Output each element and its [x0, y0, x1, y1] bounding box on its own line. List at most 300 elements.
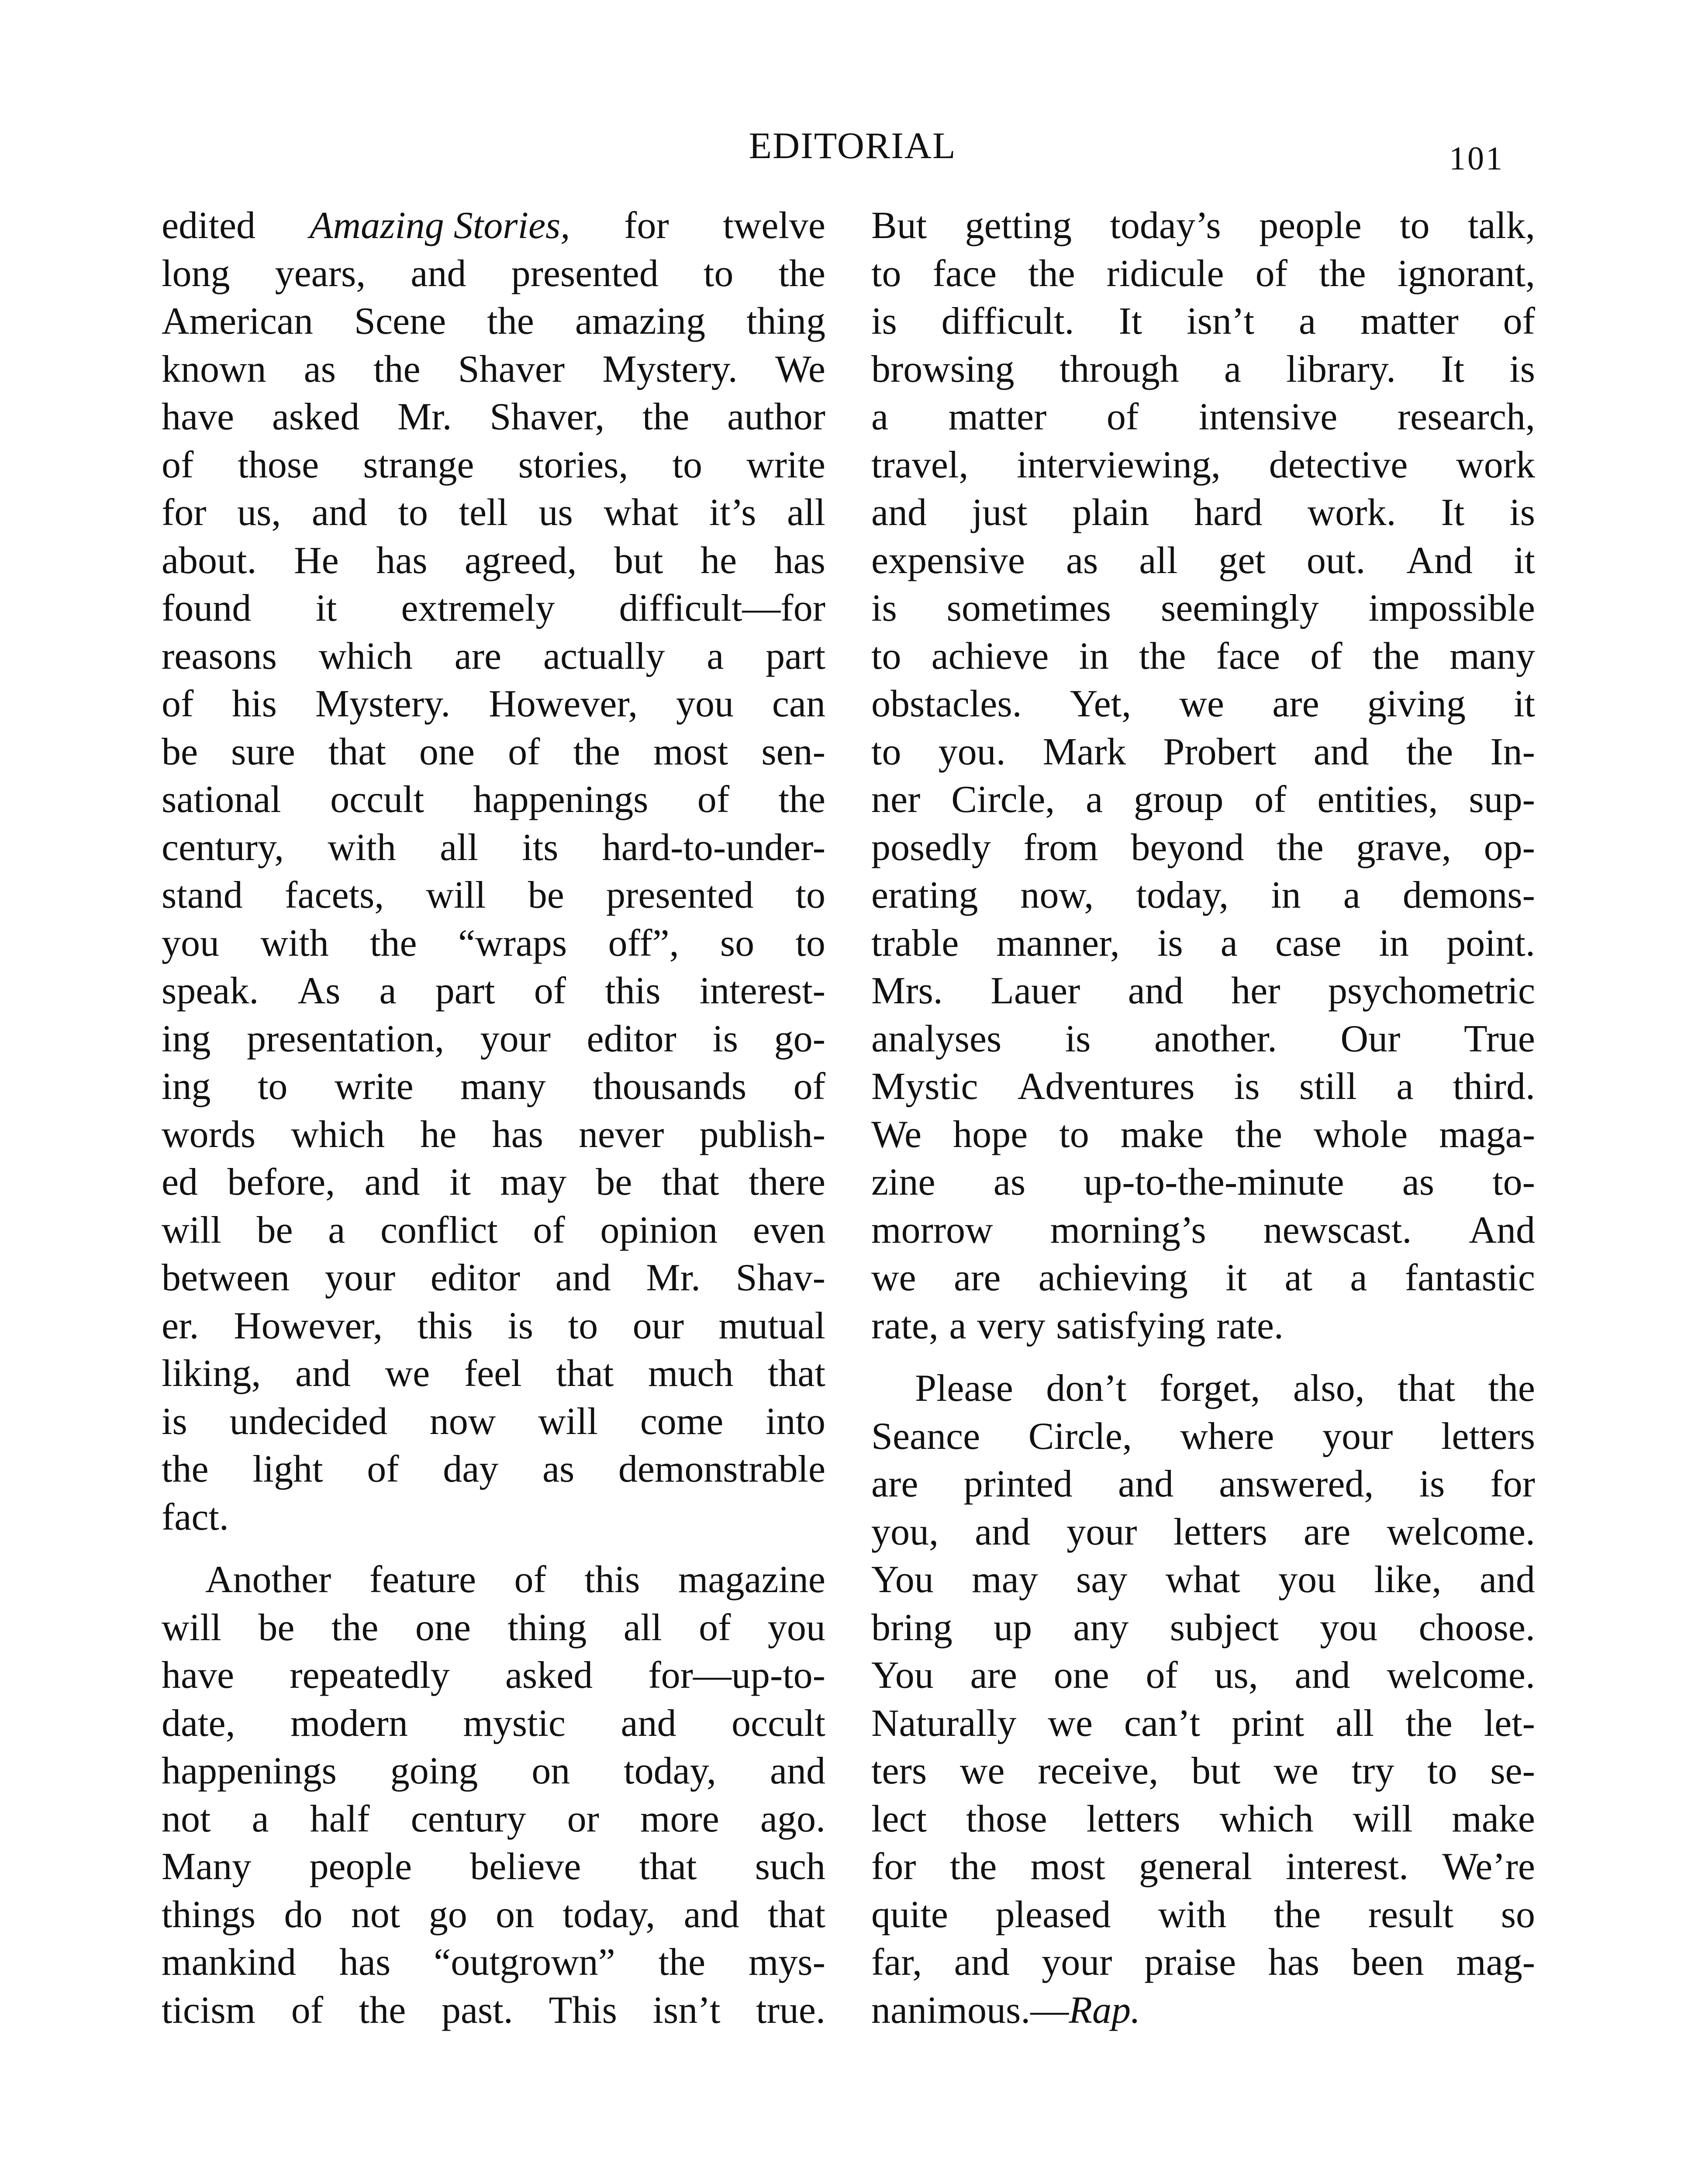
word: there: [749, 1161, 825, 1203]
text-line: [871, 1652, 1535, 1700]
word: answered,: [1219, 1463, 1374, 1505]
word: We: [871, 1113, 922, 1156]
text-line: [871, 1111, 1535, 1159]
word: also,: [1293, 1367, 1365, 1410]
word: or: [567, 1797, 599, 1840]
word: Mr.: [397, 396, 452, 438]
word: today,: [563, 1893, 656, 1936]
word: has: [339, 1941, 391, 1984]
word: day: [443, 1448, 499, 1490]
word: your: [1066, 1510, 1137, 1553]
word: of: [533, 1209, 565, 1251]
word: ters: [871, 1750, 927, 1792]
word: publish-: [699, 1113, 825, 1156]
text-line: [162, 776, 825, 824]
word: part: [435, 970, 495, 1012]
word: with: [1158, 1893, 1227, 1936]
word: Scene: [354, 300, 446, 342]
word: come: [640, 1400, 724, 1443]
word: do: [284, 1893, 323, 1936]
word: century: [411, 1797, 526, 1840]
word: occult: [731, 1702, 825, 1745]
word: editor: [587, 1017, 676, 1060]
word: another.: [1154, 1017, 1277, 1060]
word: the: [487, 300, 534, 342]
word: all: [623, 1606, 662, 1649]
word: of: [1255, 252, 1287, 295]
word: he: [701, 539, 737, 582]
word: between: [162, 1257, 290, 1299]
word: “wraps: [458, 922, 567, 964]
word: her: [1231, 970, 1280, 1012]
word: achieving: [1038, 1257, 1188, 1299]
word: you: [1320, 1606, 1378, 1649]
word: century,: [162, 826, 284, 869]
word: to: [568, 1304, 598, 1347]
word: known: [162, 348, 266, 390]
word: nanimous.—: [871, 1989, 1069, 2032]
word: never: [578, 1113, 664, 1156]
word: all: [1336, 1702, 1374, 1745]
word: but: [614, 539, 663, 582]
word: and: [364, 1161, 420, 1203]
word: you: [676, 683, 734, 725]
word: to: [1059, 1113, 1089, 1156]
word: You: [871, 1654, 934, 1697]
word: the: [1372, 635, 1420, 677]
word: us: [538, 491, 573, 534]
text-line: [871, 1302, 1535, 1350]
word: And: [1469, 1209, 1535, 1251]
word: and: [311, 491, 367, 534]
text-line: [871, 584, 1535, 632]
word: more: [640, 1797, 719, 1840]
left-text-column: [162, 202, 825, 2034]
word: that: [767, 1893, 825, 1936]
word: the: [1406, 730, 1453, 773]
word: twelve: [723, 204, 825, 247]
word: to: [871, 730, 901, 773]
word: to: [398, 491, 428, 534]
word: It: [1441, 348, 1465, 390]
word: it: [1514, 539, 1535, 582]
word: presented: [511, 252, 659, 295]
word: the: [1274, 1893, 1321, 1936]
word: make: [1120, 1113, 1204, 1156]
word: the: [162, 1448, 209, 1490]
word: are: [871, 1463, 918, 1505]
word: mys-: [748, 1941, 825, 1984]
word: is: [507, 1304, 534, 1347]
word: today,: [1136, 874, 1229, 916]
word: point.: [1446, 922, 1535, 964]
text-line: [871, 776, 1535, 824]
word: se-: [1490, 1750, 1535, 1792]
word: to: [703, 252, 734, 295]
word: and: [1118, 1463, 1173, 1505]
word: detective: [1269, 443, 1408, 486]
word: a: [1220, 922, 1238, 964]
word: asked: [505, 1654, 593, 1697]
word: This: [549, 1989, 617, 2032]
word: interest-: [699, 970, 825, 1012]
word: mag-: [1456, 1941, 1535, 1984]
text-line: [871, 1604, 1535, 1652]
word: now: [429, 1400, 496, 1443]
word: your: [1042, 1941, 1112, 1984]
text-line: [162, 632, 825, 681]
word: be: [256, 1209, 293, 1251]
word: You: [871, 1559, 934, 1601]
word: for—up-to-: [648, 1654, 825, 1697]
word: feature: [369, 1559, 476, 1601]
word: We’re: [1442, 1845, 1535, 1888]
word: one: [1053, 1654, 1109, 1697]
word: getting: [965, 204, 1072, 247]
text-line: [871, 1891, 1535, 1939]
word: it: [1225, 1257, 1247, 1299]
word: erating: [871, 874, 978, 916]
text-line: [162, 584, 825, 632]
text-line: [162, 1891, 825, 1939]
word: of: [534, 970, 566, 1012]
word: analyses: [871, 1017, 1002, 1060]
word: years,: [275, 252, 366, 295]
word: sure: [231, 730, 295, 773]
word: a: [1298, 300, 1316, 342]
text-line: [871, 1556, 1535, 1604]
word: interest.: [1286, 1845, 1409, 1888]
word: so: [1501, 1893, 1535, 1936]
word: on: [532, 1750, 570, 1792]
word: his: [232, 683, 277, 725]
word: a: [1396, 1065, 1414, 1108]
word: seemingly: [1160, 587, 1319, 629]
text-line: [162, 1254, 825, 1302]
word: going: [390, 1750, 478, 1792]
word: and: [621, 1702, 676, 1745]
word: one: [415, 1606, 471, 1649]
word: plain: [1072, 491, 1149, 534]
word: with: [260, 922, 329, 964]
word: psychometric: [1328, 970, 1535, 1012]
word: isn’t: [1187, 300, 1255, 342]
word: op-: [1484, 826, 1535, 869]
word: of: [793, 1065, 825, 1108]
text-line: [871, 1987, 1535, 2035]
word: past.: [442, 1989, 513, 2032]
word: out.: [1306, 539, 1366, 582]
word: reasons: [162, 635, 277, 677]
text-line: [871, 297, 1535, 346]
word: and: [295, 1352, 351, 1395]
word: what: [1165, 1559, 1240, 1601]
word: Adventures: [1017, 1065, 1195, 1108]
word: amazing: [575, 300, 705, 342]
text-line: [162, 250, 825, 298]
word: It: [1441, 491, 1465, 534]
word: us,: [1214, 1654, 1258, 1697]
word: beyond: [1131, 826, 1244, 869]
word: and: [555, 1257, 611, 1299]
paragraph-gap: [162, 1541, 825, 1556]
word: Shav-: [735, 1257, 825, 1299]
text-line: [162, 871, 825, 919]
word: as: [304, 348, 336, 390]
word: Circle,: [1028, 1415, 1132, 1458]
word: case: [1275, 922, 1342, 964]
text-line: [871, 1795, 1535, 1843]
word: But: [871, 204, 927, 247]
word: repeatedly: [290, 1654, 450, 1697]
word: the: [1488, 1367, 1535, 1410]
text-line: [871, 728, 1535, 776]
text-line: [162, 728, 825, 776]
word: asked: [272, 396, 360, 438]
word: far,: [871, 1941, 922, 1984]
word: are: [970, 1654, 1017, 1697]
word: liking,: [162, 1352, 261, 1395]
word: as: [542, 1448, 575, 1490]
word: a: [1224, 348, 1241, 390]
word: and: [1313, 730, 1369, 773]
word: ed: [162, 1161, 198, 1203]
word: such: [755, 1845, 825, 1888]
word: the: [658, 1941, 706, 1984]
word: result: [1368, 1893, 1454, 1936]
word: people: [309, 1845, 412, 1888]
text-line: [871, 1063, 1535, 1111]
text-line: [871, 1413, 1535, 1461]
word: we: [871, 1257, 916, 1299]
word: ridicule: [1106, 252, 1224, 295]
word: work: [1456, 443, 1535, 486]
word: In-: [1490, 730, 1535, 773]
word: all: [1139, 539, 1178, 582]
word: has: [1268, 1941, 1320, 1984]
word: thousands: [593, 1065, 747, 1108]
word: may: [972, 1559, 1038, 1601]
word: and: [1128, 970, 1184, 1012]
text-line: [162, 297, 825, 346]
word: sational: [162, 778, 281, 821]
word: all: [440, 826, 479, 869]
word: of: [699, 1606, 731, 1649]
word: welcome.: [1387, 1654, 1535, 1697]
word: Our: [1340, 1017, 1401, 1060]
word: write: [334, 1065, 414, 1108]
text-line: [871, 250, 1535, 298]
word: not: [162, 1797, 211, 1840]
word: entities,: [1317, 778, 1438, 821]
word: mystic: [463, 1702, 566, 1745]
word: about.: [162, 539, 257, 582]
text-line: [162, 1445, 825, 1493]
word: that: [639, 1845, 697, 1888]
word: is: [1234, 1065, 1260, 1108]
word: “outgrown”: [434, 1941, 615, 1984]
word: of: [514, 1559, 546, 1601]
word: mutual: [718, 1304, 825, 1347]
word: our: [632, 1304, 684, 1347]
text-line: [162, 1987, 825, 2035]
text-line: [162, 1063, 825, 1111]
page-number: 101: [1449, 140, 1504, 177]
word: true.: [756, 1989, 825, 2032]
word: up-to-the-minute: [1084, 1161, 1344, 1203]
word: in: [1271, 874, 1301, 916]
word: things: [162, 1893, 256, 1936]
word: people: [1259, 204, 1362, 247]
word: bring: [871, 1606, 953, 1649]
word: us,: [237, 491, 281, 534]
word: face: [932, 252, 997, 295]
word: stand: [162, 874, 243, 916]
word: Rap.: [1069, 1989, 1140, 2032]
word: say: [1076, 1559, 1128, 1601]
word: we: [1179, 683, 1224, 725]
text-line: [871, 1700, 1535, 1748]
word: Mystery.: [602, 348, 738, 390]
word: the: [1277, 826, 1324, 869]
text-line: [871, 537, 1535, 585]
word: write: [746, 443, 825, 486]
word: a: [707, 635, 724, 677]
word: obstacles.: [871, 683, 1022, 725]
word: of: [1503, 300, 1535, 342]
word: has: [376, 539, 428, 582]
word: go: [428, 1893, 467, 1936]
word: It: [1118, 300, 1142, 342]
word: a: [1343, 874, 1360, 916]
word: to: [871, 635, 901, 677]
word: your: [480, 1017, 551, 1060]
text-line: [162, 441, 825, 489]
word: library.: [1286, 348, 1396, 390]
word: in: [1079, 635, 1109, 677]
word: rate.: [1216, 1304, 1284, 1347]
word: is: [1419, 1463, 1445, 1505]
word: Shaver: [458, 348, 565, 390]
text-line: [162, 1111, 825, 1159]
word: let-: [1484, 1702, 1535, 1745]
word: of: [162, 443, 194, 486]
word: whole: [1314, 1113, 1408, 1156]
word: go-: [774, 1017, 825, 1060]
word: just: [972, 491, 1028, 534]
word: have: [162, 396, 235, 438]
word: satisfying: [1056, 1304, 1206, 1347]
word: its: [522, 826, 559, 869]
word: undecided: [229, 1400, 388, 1443]
word: to: [871, 252, 901, 295]
word: may: [500, 1161, 566, 1203]
word: for: [624, 204, 669, 247]
word: which: [318, 635, 413, 677]
word: travel,: [871, 443, 969, 486]
paragraph-gap: [871, 1350, 1535, 1365]
word: work.: [1307, 491, 1396, 534]
word: Lauer: [991, 970, 1080, 1012]
word: is: [162, 1400, 187, 1443]
word: group: [1134, 778, 1224, 821]
word: found: [162, 587, 252, 629]
word: many: [1450, 635, 1535, 677]
word: posedly: [871, 826, 991, 869]
word: However,: [489, 683, 638, 725]
word: the: [778, 252, 825, 295]
word: of: [508, 730, 540, 773]
word: as: [1066, 539, 1098, 582]
word: mankind: [162, 1941, 296, 1984]
text-line: [162, 393, 825, 441]
word: the: [949, 1845, 997, 1888]
word: the: [573, 730, 620, 773]
word: ago.: [760, 1797, 825, 1840]
word: the: [1235, 1113, 1282, 1156]
word: print: [1232, 1702, 1305, 1745]
text-line: [162, 1939, 825, 1987]
word: third.: [1453, 1065, 1535, 1108]
word: Seance: [871, 1415, 980, 1458]
word: so: [720, 922, 755, 964]
word: talk,: [1467, 204, 1535, 247]
word: this: [584, 1559, 640, 1601]
word: magazine: [678, 1559, 825, 1601]
word: ticism: [162, 1989, 256, 2032]
word: will: [426, 874, 486, 916]
word: pleased: [995, 1893, 1111, 1936]
word: morning’s: [1050, 1209, 1206, 1251]
word: isn’t: [652, 1989, 721, 2032]
word: We: [775, 348, 825, 390]
word: is: [712, 1017, 739, 1060]
word: it: [315, 587, 337, 629]
word: general: [1139, 1845, 1252, 1888]
word: to: [672, 443, 702, 486]
word: demonstrable: [618, 1448, 825, 1490]
word: the: [331, 1606, 379, 1649]
word: the: [778, 778, 825, 821]
word: letters: [1441, 1415, 1535, 1458]
word: the: [373, 348, 421, 390]
word: ing: [162, 1017, 211, 1060]
word: the: [370, 922, 417, 964]
word: a: [1086, 778, 1103, 821]
word: fantastic: [1405, 1257, 1535, 1299]
word: letters: [1086, 1797, 1180, 1840]
text-line: [162, 919, 825, 968]
word: the: [1139, 635, 1186, 677]
word: is: [871, 300, 897, 342]
text-line: [871, 919, 1535, 968]
word: of: [1310, 635, 1343, 677]
word: praise: [1144, 1941, 1236, 1984]
word: have: [162, 1654, 235, 1697]
word: quite: [871, 1893, 948, 1936]
word: edited: [162, 204, 256, 247]
word: Many: [162, 1845, 252, 1888]
word: the: [359, 1989, 406, 2032]
word: to: [257, 1065, 288, 1108]
word: we: [1048, 1702, 1093, 1745]
word: most: [653, 730, 728, 773]
word: that: [328, 730, 386, 773]
word: for: [1490, 1463, 1535, 1505]
word: to: [1400, 204, 1430, 247]
text-line: [871, 393, 1535, 441]
word: letters: [1173, 1510, 1267, 1553]
